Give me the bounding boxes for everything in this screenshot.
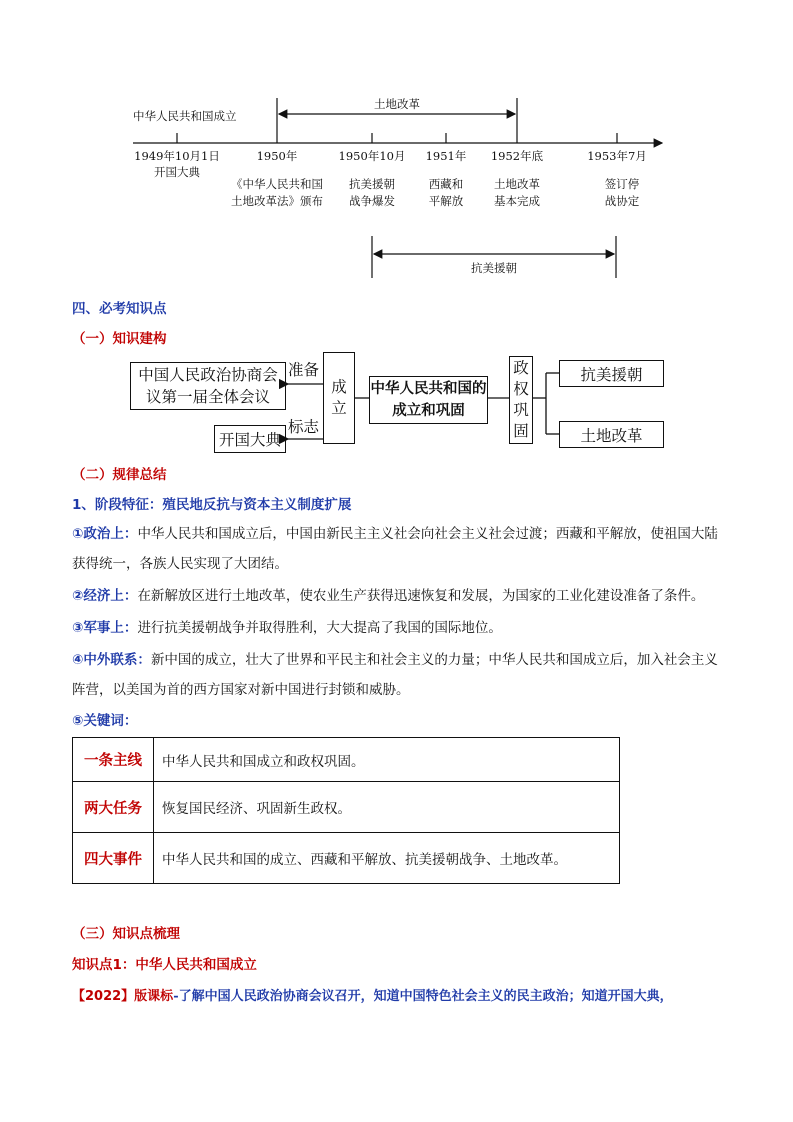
event-4: 西藏和 平解放 [428, 177, 464, 208]
event-6: 签订停 战协定 [604, 177, 640, 208]
keyword-cell: 两大任务 [73, 782, 154, 833]
consolidate-box: 政 权 巩 固 [509, 356, 533, 444]
land-reform-label: 土地改革 [374, 97, 420, 111]
event-5: 土地改革 基本完成 [494, 177, 540, 208]
date-3: 1950年10月 [338, 149, 406, 163]
summary-heading: 1、阶段特征：殖民地反抗与资本主义制度扩展 [72, 497, 352, 513]
ceremony-box: 开国大典 [214, 425, 286, 453]
keyword-value: 中华人民共和国成立和政权巩固。 [154, 738, 620, 782]
table-row [73, 738, 620, 782]
keywords-label: ⑤关键词： [72, 713, 138, 729]
date-5: 1952年底 [490, 149, 544, 163]
knowledge-point-title: 知识点1：中华人民共和国成立 [72, 957, 257, 973]
keywords-table [72, 737, 620, 884]
event-1: 开国大典 [154, 165, 200, 179]
date-4: 1951年 [425, 149, 467, 163]
timeline-lines [0, 0, 793, 290]
korea-span-label: 抗美援朝 [471, 261, 517, 275]
date-2: 1950年 [256, 149, 298, 163]
summary-item-foreign: ④中外联系：新中国的成立，壮大了世界和平民主和社会主义的力量；中华人民共和国成立后，加入社会主义阵营，以美国为首的西方国家对新中国进行封锁和威胁。 [72, 652, 718, 698]
land-reform-box: 土地改革 [559, 421, 664, 448]
event-3: 抗美援朝 战争爆发 [349, 177, 395, 208]
sign-label: 标志 [288, 418, 320, 436]
table-row [73, 782, 620, 833]
section-title: 四、必考知识点 [72, 301, 167, 317]
date-1: 1949年10月1日 [134, 149, 220, 163]
keyword-value: 中华人民共和国的成立、西藏和平解放、抗美援朝战争、土地改革。 [154, 833, 620, 884]
prepare-label: 准备 [288, 361, 320, 379]
keyword-cell: 四大事件 [73, 833, 154, 884]
event-2: 《中华人民共和国 土地改革法》颁布 [231, 177, 323, 208]
part3-title: （三）知识点梳理 [72, 926, 180, 942]
part1-title: （一）知识建构 [72, 331, 167, 347]
part2-title: （二）规律总结 [72, 467, 167, 483]
table-row [73, 833, 620, 884]
founding-label: 中华人民共和国成立 [133, 109, 237, 123]
curriculum-standard [72, 985, 732, 1004]
center-box: 中华人民共和国的成立和巩固 [369, 376, 488, 424]
standard-tag: 【2022】版课标 [72, 989, 174, 1004]
keyword-cell: 一条主线 [73, 738, 154, 782]
founding-box: 成 立 [323, 352, 355, 444]
cppcc-box: 中国人民政治协商会议第一届全体会议 [130, 362, 286, 410]
date-6: 1953年7月 [587, 149, 647, 163]
summary-item-economy: ②经济上：在新解放区进行土地改革，使农业生产获得迅速恢复和发展，为国家的工业化建设准备了条件。 [72, 588, 705, 604]
summary-item-military: ③军事上：进行抗美援朝战争并取得胜利，大大提高了我国的国际地位。 [72, 620, 502, 636]
summary-item-politics: ①政治上：中华人民共和国成立后，中国由新民主主义社会向社会主义社会过渡；西藏和平解放，使祖国大陆获得统一，各族人民实现了大团结。 [72, 526, 718, 572]
keyword-value: 恢复国民经济、巩固新生政权。 [154, 782, 620, 833]
korea-box: 抗美援朝 [559, 360, 664, 387]
standard-text: -了解中国人民政治协商会议召开，知道中国特色社会主义的民主政治；知道开国大典， [173, 989, 673, 1004]
